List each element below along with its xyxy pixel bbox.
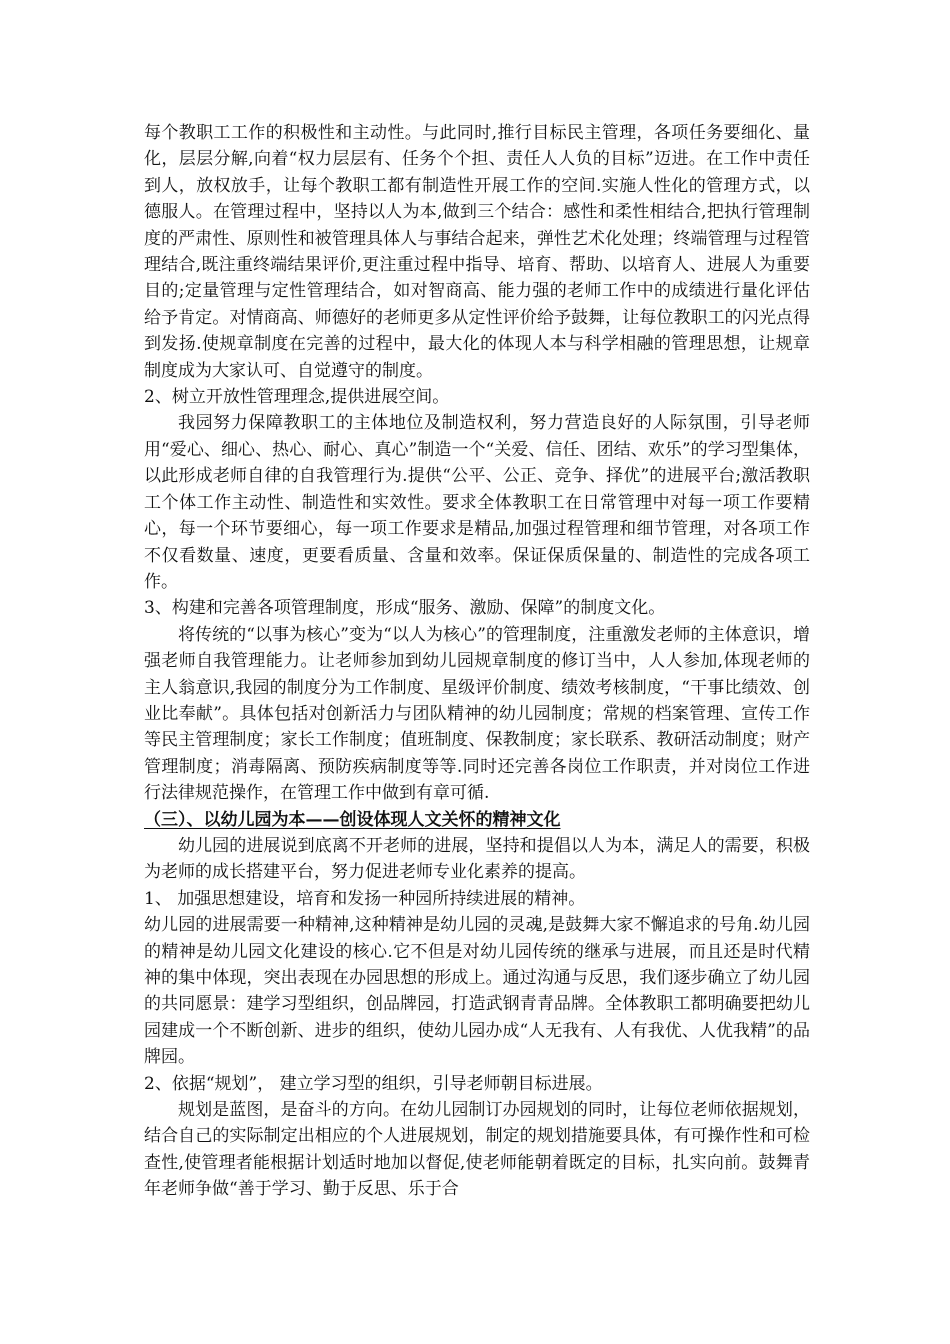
- subheading-open-management: 2、树立开放性管理理念,提供进展空间。: [144, 387, 450, 408]
- document-page: [144, 120, 810, 1203]
- subheading-ideological-building: 1、 加强思想建设，培育和发扬一种园所持续进展的精神。: [144, 888, 586, 909]
- subheading-management-system: 3、构建和完善各项管理制度，形成“服务、激励、保障”的制度文化。: [144, 598, 666, 619]
- paragraph-planning: 规划是蓝图，是奋斗的方向。在幼儿园制订办园规划的同时，让每位老师依据规划，结合自己的实际制定出相应的个人进展规划，制定的规划措施要具体，有可操作性和可检查性,使管理者能根据计划适时地加以督促,使老师能朝着既定的目标，扎实向前。鼓舞青年老师争做“善于学习、勤于反思、乐于合: [144, 1100, 810, 1200]
- paragraph-open-management: 我园努力保障教职工的主体地位及制造权利，努力营造良好的人际氛围，引导老师用“爱心、细心、热心、耐心、真心”制造一个“关爱、信任、团结、欢乐”的学习型集体，以此形成老师自律的自我管理行为.提供“公平、公正、竞争、择优”的进展平台;激活教职工个体工作主动性、制造性和实效性。要求全体教职工在日常管理中对每一项工作要精心，每一个环节要细心，每一项工作要求是精品,加强过程管理和细节管理，对各项工作不仅看数量、速度，更要看质量、含量和效率。保证保质保量的、制造性的完成各项工作。: [144, 413, 810, 592]
- subheading-planning: 2、依据“规划”， 建立学习型的组织，引导老师朝目标进展。: [144, 1073, 603, 1094]
- paragraph-kindergarten-spirit: 幼儿园的进展需要一种精神,这种精神是幼儿园的灵魂,是鼓舞大家不懈追求的号角.幼儿园的精神是幼儿园文化建设的核心.它不但是对幼儿园传统的继承与进展，而且还是时代精神的集中体现，突出表现在办园思想的形成上。通过沟通与反思，我们逐步确立了幼儿园的共同愿景：建学习型组织，创品牌园，打造武钢青青品牌。全体教职工都明确要把幼儿园建成一个不断创新、进步的组织，使幼儿园办成“人无我有、人有我优、人优我精”的品牌园。: [144, 915, 810, 1068]
- paragraph-management-principles: 每个教职工工作的积极性和主动性。与此同时,推行目标民主管理，各项任务要细化、量化，层层分解,向着“权力层层有、任务个个担、责任人人负的目标”迈进。在工作中责任到人，放权放手，让每个教职工都有制造性开展工作的空间.实施人性化的管理方式，以德服人。在管理过程中，坚持以人为本,做到三个结合：感性和柔性相结合,把执行管理制度的严肃性、原则性和被管理具体人与事结合起来，弹性艺术化处理；终端管理与过程管理结合,既注重终端结果评价,更注重过程中指导、培育、帮助、以培育人、进展人为重要目的;定量管理与定性管理结合，如对智商高、能力强的老师工作中的成绩进行量化评估给予肯定。对情商高、师德好的老师更多从定性评价给予鼓舞，让每位教职工的闪光点得到发扬.使规章制度在完善的过程中，最大化的体现人本与科学相融的管理思想，让规章制度成为大家认可、自觉遵守的制度。: [144, 123, 810, 381]
- section-heading-spiritual-culture: （三）、以幼儿园为本——创设体现人文关怀的精神文化: [144, 809, 561, 830]
- paragraph-teacher-development: 幼儿园的进展说到底离不开老师的进展，坚持和提倡以人为本，满足人的需要，积极为老师的成长搭建平台，努力促进老师专业化素养的提高。: [144, 835, 810, 883]
- paragraph-management-system: 将传统的“以事为核心”变为“以人为核心”的管理制度，注重激发老师的主体意识，增强老师自我管理能力。让老师参加到幼儿园规章制度的修订当中，人人参加,体现老师的主人翁意识,我园的制度分为工作制度、星级评价制度、绩效考核制度，“干事比绩效、创业比奉献”。具体包括对创新活力与团队精神的幼儿园制度；常规的档案管理、宣传工作等民主管理制度；家长工作制度；值班制度、保教制度；家长联系、教研活动制度；财产管理制度；消毒隔离、预防疾病制度等等.同时还完善各岗位工作职责，并对岗位工作进行法律规范操作，在管理工作中做到有章可循.: [144, 624, 810, 804]
